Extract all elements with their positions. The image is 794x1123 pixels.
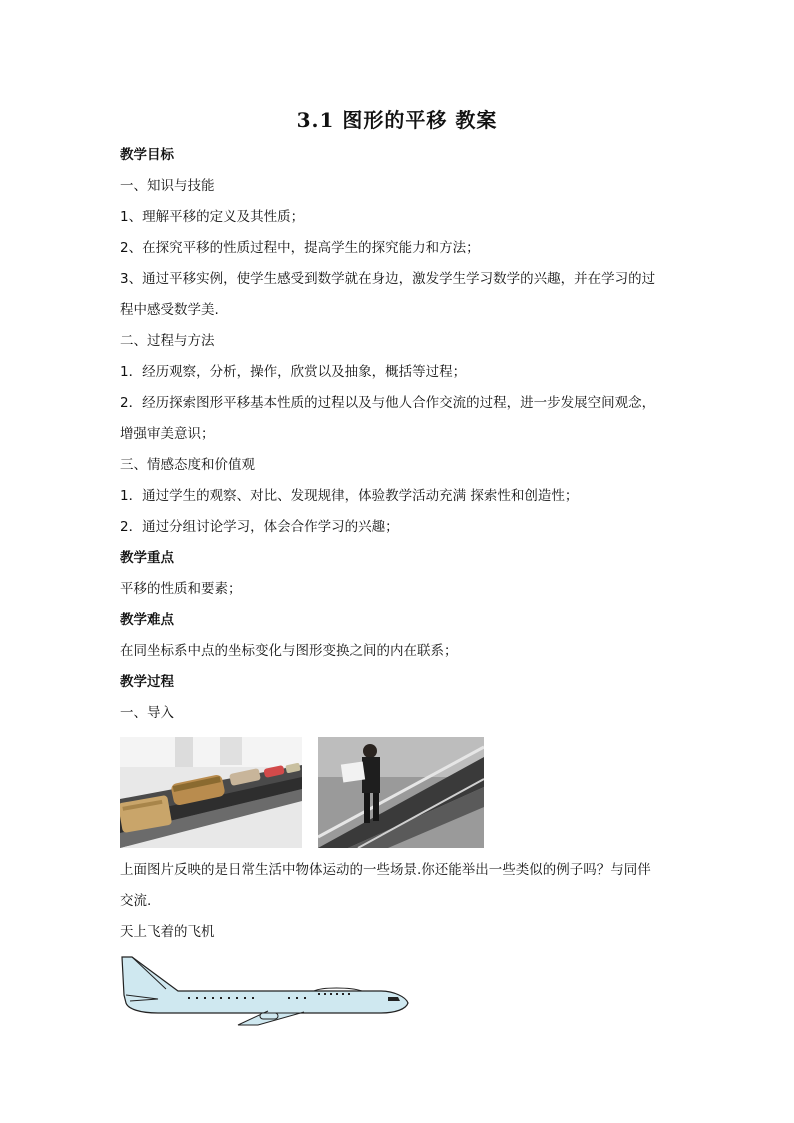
text-line: 1．经历观察，分析，操作，欣赏以及抽象，概括等过程； (120, 364, 467, 380)
text-line: 1、理解平移的定义及其性质； (120, 209, 305, 225)
text-line: 天上飞着的飞机 (120, 924, 215, 940)
text-line: 2、在探究平移的性质过程中，提高学生的探究能力和方法； (120, 240, 480, 256)
text-line: 1．通过学生的观察、对比、发现规律，体验教学活动充满 探索性和创造性； (120, 488, 579, 504)
heading-process: 教学过程 (120, 674, 174, 690)
text-line: 增强审美意识； (120, 426, 215, 442)
airplane-drawing (118, 955, 410, 1030)
heading-key-points: 教学重点 (120, 550, 174, 566)
text-line: 2．经历探索图形平移基本性质的过程以及与他人合作交流的过程，进一步发展空间观念， (120, 395, 656, 411)
heading-difficulties: 教学难点 (120, 612, 174, 628)
luggage-conveyor-photo (120, 737, 302, 848)
section-attitude: 三、情感态度和价值观 (120, 457, 255, 473)
page-title: 3.1 图形的平移 教案 (296, 108, 498, 132)
text-line: 上面图片反映的是日常生活中物体运动的一些场景.你还能举出一些类似的例子吗？与同伴 (120, 862, 651, 878)
heading-objectives: 教学目标 (120, 147, 174, 163)
section-process: 二、过程与方法 (120, 333, 215, 349)
text-line: 程中感受数学美. (120, 302, 219, 318)
text-line: 交流. (120, 893, 152, 909)
text-line: 平移的性质和要素； (120, 581, 242, 597)
escalator-man-photo (318, 737, 484, 848)
section-intro: 一、导入 (120, 705, 174, 721)
text-line: 2．通过分组讨论学习，体会合作学习的兴趣； (120, 519, 399, 535)
text-line: 3、通过平移实例，使学生感受到数学就在身边，激发学生学习数学的兴趣，并在学习的过 (120, 271, 656, 287)
section-knowledge: 一、知识与技能 (120, 178, 215, 194)
text-line: 在同坐标系中点的坐标变化与图形变换之间的内在联系； (120, 643, 458, 659)
